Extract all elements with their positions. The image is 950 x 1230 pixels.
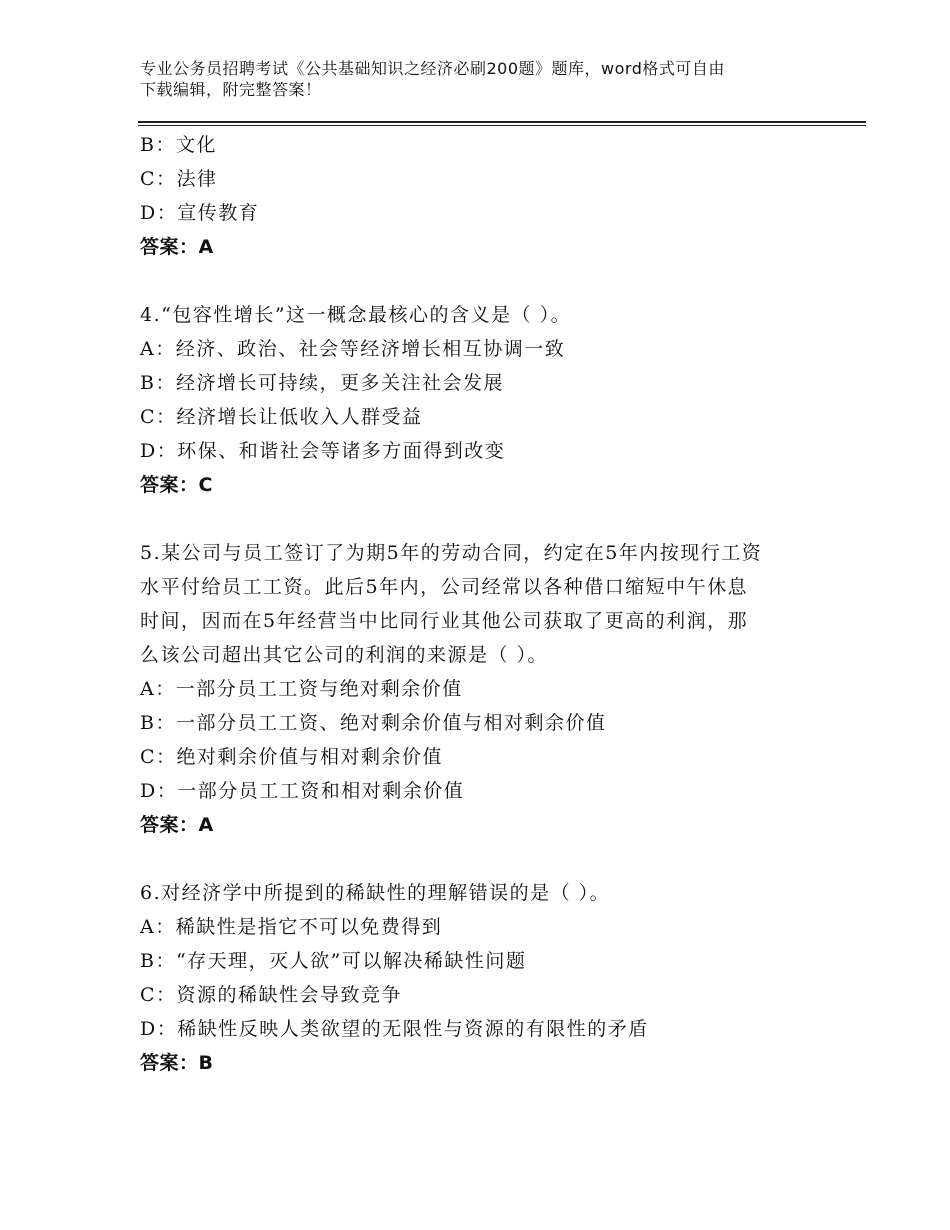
header-rule-thin — [138, 125, 866, 126]
answer: 答案：A — [140, 236, 214, 258]
header-line-2: 下载编辑，附完整答案！ — [140, 80, 322, 99]
question-stem-line: 么该公司超出其它公司的利润的来源是（ ）。 — [140, 644, 549, 666]
answer: 答案：B — [140, 1052, 214, 1074]
option-d: D：一部分员工工资和相对剩余价值 — [140, 780, 465, 802]
question-stem: 4.“包容性增长”这一概念最核心的含义是（ ）。 — [140, 304, 572, 326]
header-rule-thick — [138, 121, 866, 123]
option-b: B：“存天理，灭人欲”可以解决稀缺性问题 — [140, 950, 527, 972]
question-stem-line: 5.某公司与员工签订了为期5年的劳动合同，约定在5年内按现行工资 — [140, 542, 763, 564]
spacer — [140, 264, 820, 298]
header-line-1: 专业公务员招聘考试《公共基础知识之经济必刷200题》题库，word格式可自由 — [140, 59, 725, 78]
spacer — [140, 502, 820, 536]
question-6 — [140, 876, 820, 1080]
option-d: D：宣传教育 — [140, 202, 260, 224]
option-b: B：经济增长可持续，更多关注社会发展 — [140, 372, 504, 394]
option-b: B：文化 — [140, 134, 217, 156]
option-d: D：环保、和谐社会等诸多方面得到改变 — [140, 440, 506, 462]
option-b: B：一部分员工工资、绝对剩余价值与相对剩余价值 — [140, 712, 607, 734]
option-c: C：法律 — [140, 168, 218, 190]
question-content — [140, 128, 820, 1080]
question-5 — [140, 536, 820, 842]
question-stem: 6.对经济学中所提到的稀缺性的理解错误的是（ ）。 — [140, 882, 611, 904]
question-stem-line: 时间，因而在5年经营当中比同行业其他公司获取了更高的利润，那 — [140, 610, 749, 632]
option-c: C：资源的稀缺性会导致竞争 — [140, 984, 403, 1006]
option-c: C：绝对剩余价值与相对剩余价值 — [140, 746, 444, 768]
answer: 答案：C — [140, 474, 213, 496]
question-stem-line: 水平付给员工工资。此后5年内，公司经常以各种借口缩短中午休息 — [140, 576, 749, 598]
document-header — [140, 58, 830, 100]
spacer — [140, 842, 820, 876]
question-4 — [140, 298, 820, 502]
option-a: A：一部分员工工资与绝对剩余价值 — [140, 678, 463, 700]
question-3 — [140, 128, 820, 264]
option-c: C：经济增长让低收入人群受益 — [140, 406, 423, 428]
answer: 答案：A — [140, 814, 214, 836]
option-a: A：经济、政治、社会等经济增长相互协调一致 — [140, 338, 566, 360]
option-d: D：稀缺性反映人类欲望的无限性与资源的有限性的矛盾 — [140, 1018, 649, 1040]
option-a: A：稀缺性是指它不可以免费得到 — [140, 916, 443, 938]
